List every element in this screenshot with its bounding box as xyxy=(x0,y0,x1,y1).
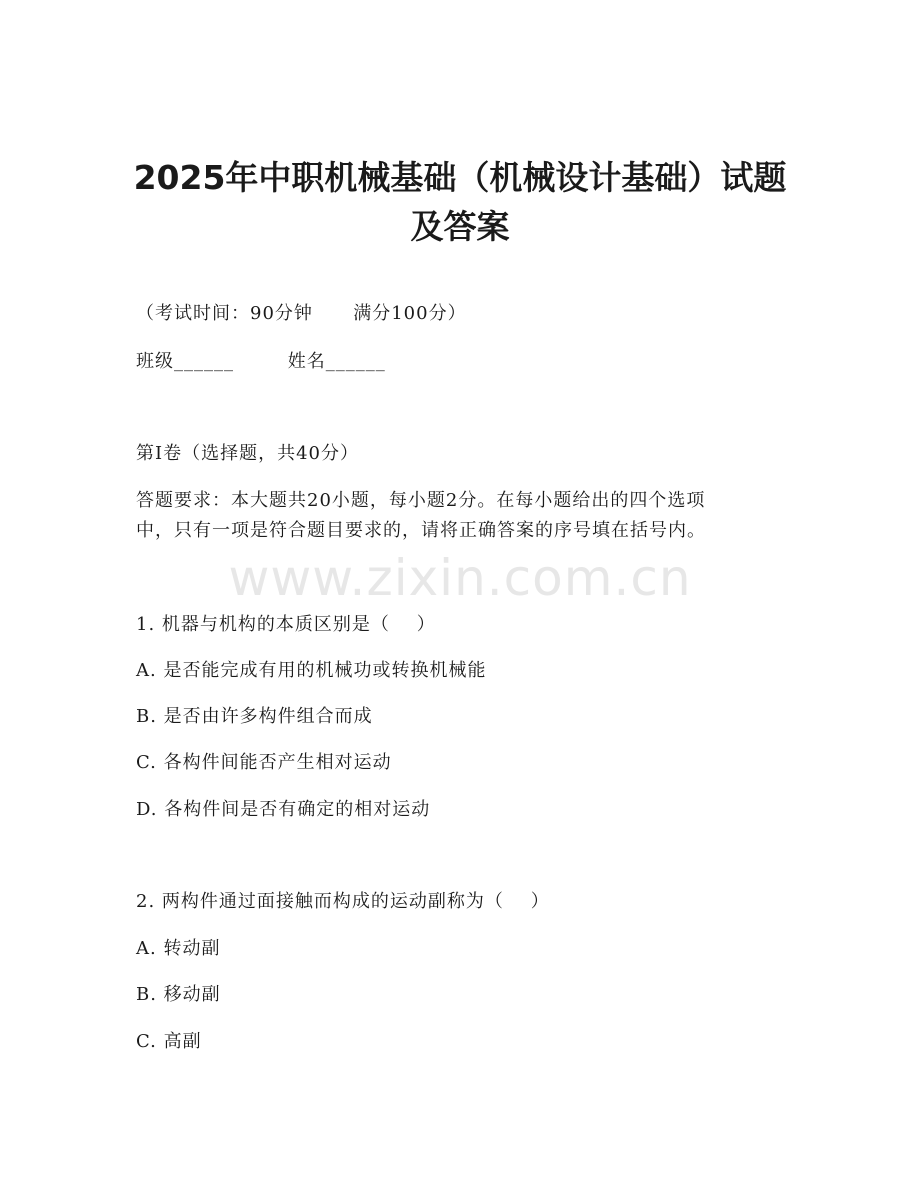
question-2-option-a: A. 转动副 xyxy=(136,938,221,959)
question-2-stem: 2. 两构件通过面接触而构成的运动副称为（ ） xyxy=(136,891,550,912)
class-name-line: 班级______ 姓名______ xyxy=(136,351,386,372)
question-2-option-c: C. 高副 xyxy=(136,1031,202,1052)
question-1-option-a: A. 是否能完成有用的机械功或转换机械能 xyxy=(136,660,487,681)
instructions-line-1: 答题要求：本大题共20小题，每小题2分。在每小题给出的四个选项 xyxy=(136,490,706,511)
question-1-option-d: D. 各构件间是否有确定的相对运动 xyxy=(136,799,431,820)
exam-info: （考试时间：90分钟 满分100分） xyxy=(136,303,467,324)
document-title-line-1: 2025年中职机械基础（机械设计基础）试题 xyxy=(133,158,787,197)
document-title-line-2: 及答案 xyxy=(410,207,510,246)
watermark: www.zixin.com.cn xyxy=(228,549,692,607)
instructions-line-2: 中，只有一项是符合题目要求的，请将正确答案的序号填在括号内。 xyxy=(136,520,706,541)
question-2-option-b: B. 移动副 xyxy=(136,984,221,1005)
question-1-option-c: C. 各构件间能否产生相对运动 xyxy=(136,752,392,773)
question-1-option-b: B. 是否由许多构件组合而成 xyxy=(136,706,373,727)
section-heading: 第Ⅰ卷（选择题，共40分） xyxy=(136,443,360,464)
question-1-stem: 1. 机器与机构的本质区别是（ ） xyxy=(136,614,436,635)
